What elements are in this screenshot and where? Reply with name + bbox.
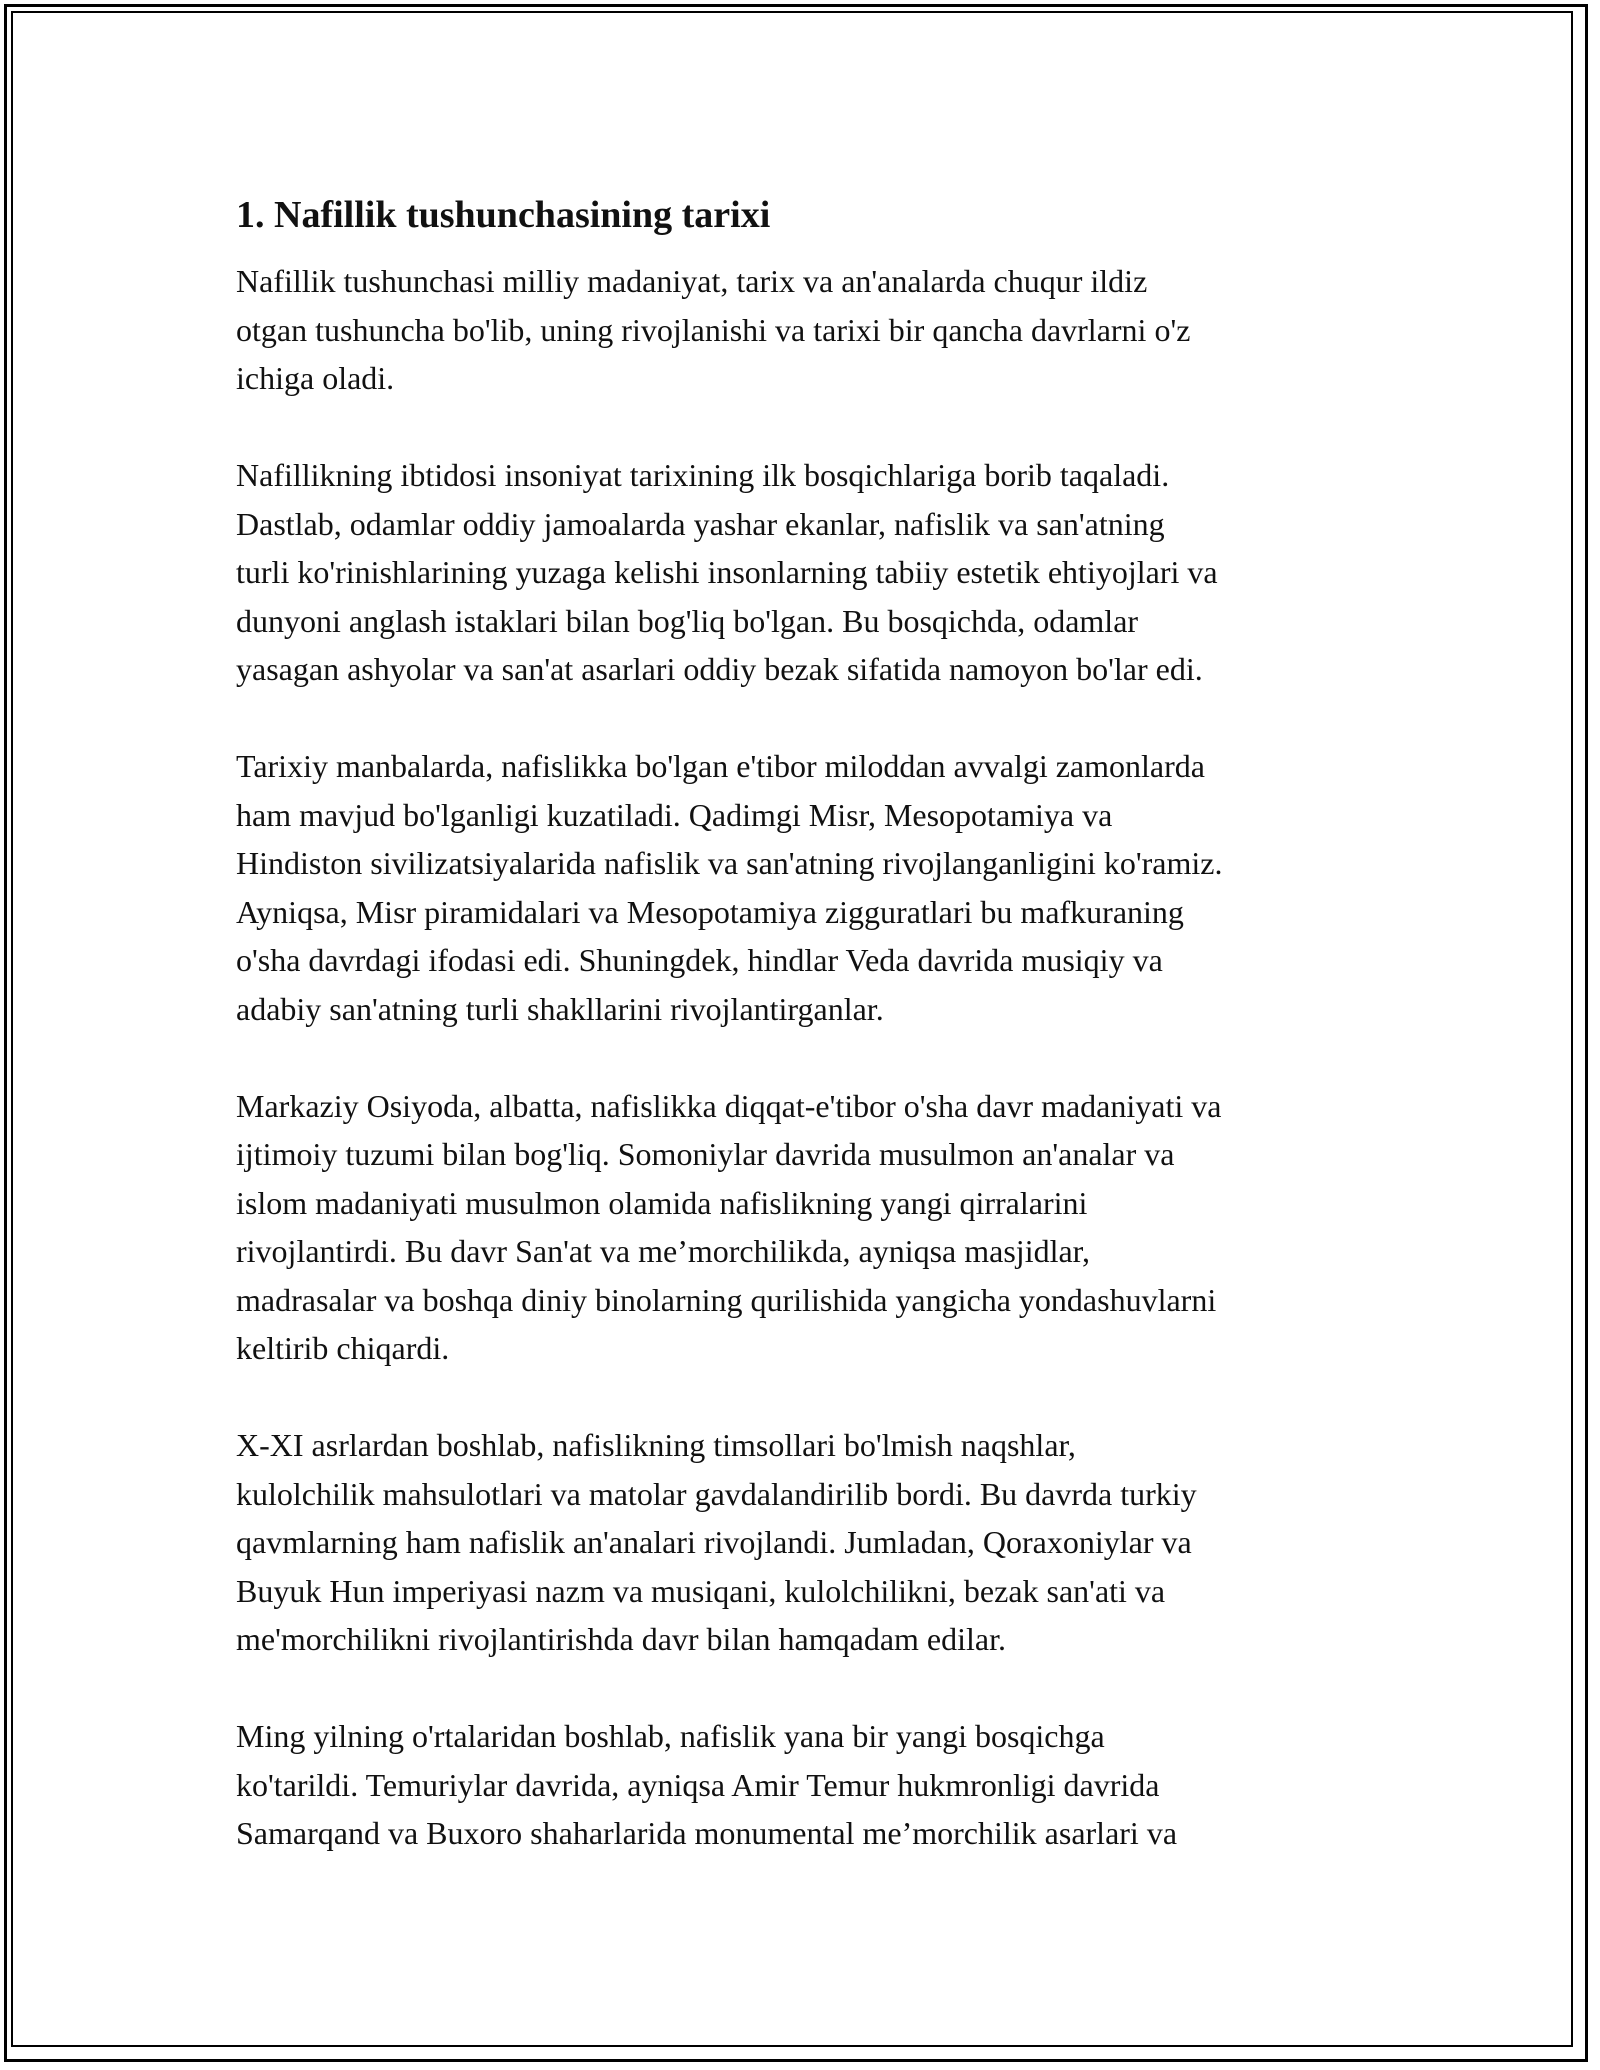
- text-line: Ming yilning o'rtalaridan boshlab, nafislik yana bir yangi bosqichga: [236, 1718, 1105, 1754]
- paragraph: [236, 1421, 1376, 1664]
- paragraph: [236, 742, 1376, 1033]
- text-line: Tarixiy manbalarda, nafislikka bo'lgan e'tibor miloddan avvalgi zamonlarda: [236, 748, 1205, 784]
- text-line: otgan tushuncha bo'lib, uning rivojlanishi va tarixi bir qancha davrlarni o'z: [236, 311, 1191, 348]
- text-line: dunyoni anglash istaklari bilan bog'liq bo'lgan. Bu bosqichda, odamlar: [236, 602, 1139, 639]
- text-line: Ayniqsa, Misr piramidalari va Mesopotamiya zigguratlari bu mafkuraning: [236, 893, 1184, 930]
- text-line: me'morchilikni rivojlantirishda davr bilan hamqadam edilar.: [236, 1621, 1006, 1657]
- paragraph: [236, 1082, 1376, 1373]
- paragraph: [236, 257, 1376, 403]
- text-line: adabiy san'atning turli shakllarini rivojlantirganlar.: [236, 990, 884, 1027]
- text-line: Buyuk Hun imperiyasi nazm va musiqani, kulolchilikni, bezak san'ati va: [236, 1572, 1166, 1609]
- paragraph: [236, 451, 1376, 694]
- text-line: ijtimoiy tuzumi bilan bog'liq. Somoniylar davrida musulmon an'analar va: [236, 1136, 1175, 1172]
- text-line: yasagan ashyolar va san'at asarlari oddiy bezak sifatida namoyon bo'lar edi.: [236, 651, 1203, 687]
- paragraph-list: [236, 257, 1376, 1858]
- document-body: [236, 185, 1376, 1906]
- paragraph: [236, 1712, 1376, 1858]
- text-line: rivojlantirdi. Bu davr San'at va me’morchilikda, ayniqsa masjidlar,: [236, 1233, 1091, 1269]
- text-line: islom madaniyati musulmon olamida nafislikning yangi qirralarini: [236, 1184, 1088, 1221]
- text-line: kulolchilik mahsulotlari va matolar gavdalandirilib bordi. Bu davrda turkiy: [236, 1475, 1197, 1512]
- text-line: X-XI asrlardan boshlab, nafislikning timsollari bo'lmish naqshlar,: [236, 1427, 1076, 1463]
- section-heading: 1. Nafillik tushunchasining tarixi: [236, 194, 771, 236]
- text-line: Hindiston sivilizatsiyalarida nafislik va san'atning rivojlanganligini ko'ramiz.: [236, 845, 1223, 881]
- text-line: ichiga oladi.: [236, 360, 395, 396]
- text-line: ko'tarildi. Temuriylar davrida, ayniqsa Amir Temur hukmronligi davrida: [236, 1766, 1160, 1803]
- text-line: turli ko'rinishlarining yuzaga kelishi insonlarning tabiiy estetik ehtiyojlari va: [236, 554, 1218, 590]
- text-line: keltirib chiqardi.: [236, 1330, 450, 1366]
- text-line: Dastlab, odamlar oddiy jamoalarda yashar ekanlar, nafislik va san'atning: [236, 505, 1165, 542]
- text-line: Markaziy Osiyoda, albatta, nafislikka diqqat-e'tibor o'sha davr madaniyati va: [236, 1087, 1222, 1124]
- text-line: o'sha davrdagi ifodasi edi. Shuningdek, hindlar Veda davrida musiqiy va: [236, 942, 1163, 978]
- text-line: madrasalar va boshqa diniy binolarning qurilishida yangicha yondashuvlarni: [236, 1281, 1217, 1318]
- text-line: ham mavjud bo'lganligi kuzatiladi. Qadimgi Misr, Mesopotamiya va: [236, 796, 1113, 833]
- text-line: Nafillikning ibtidosi insoniyat tarixining ilk bosqichlariga borib taqaladi.: [236, 457, 1170, 493]
- text-line: Samarqand va Buxoro shaharlarida monumental me’morchilik asarlari va: [236, 1815, 1178, 1851]
- text-line: Nafillik tushunchasi milliy madaniyat, tarix va an'analarda chuqur ildiz: [236, 263, 1148, 299]
- text-line: qavmlarning ham nafislik an'analari rivojlandi. Jumladan, Qoraxoniylar va: [236, 1524, 1192, 1560]
